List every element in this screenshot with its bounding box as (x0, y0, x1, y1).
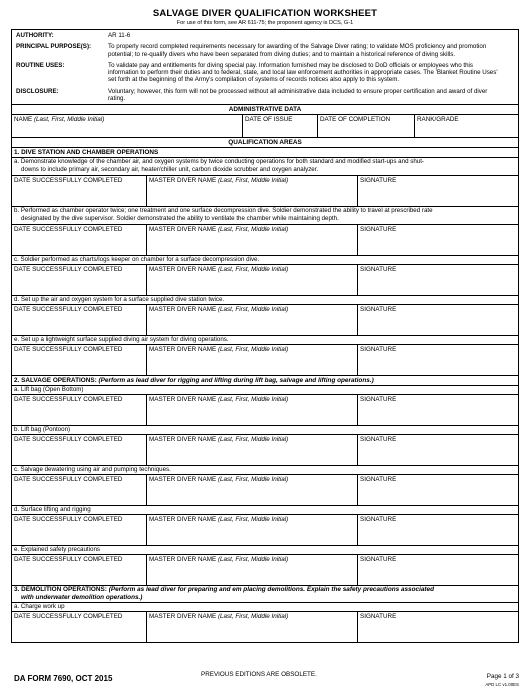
date-completed-field[interactable] (12, 475, 147, 505)
task-2c: c. Salvage dewatering using air and pumping techniques. (12, 466, 518, 475)
master-diver-label: MASTER DIVER NAME (149, 396, 217, 404)
master-diver-label: MASTER DIVER NAME (149, 266, 217, 274)
task-1b (12, 207, 518, 225)
task-1c: c. Soldier performed as charts/logs keeper on chamber for a surface decompression dive. (12, 256, 518, 265)
routine-uses-label: ROUTINE USES: (16, 61, 65, 69)
signoff-row (12, 225, 518, 256)
date-completed-label: DATE SUCCESSFULLY COMPLETED (14, 516, 123, 524)
authority-row (16, 32, 514, 39)
task-2b: b. Lift bag (Pontoon) (12, 426, 518, 435)
purpose-row (16, 43, 514, 58)
admin-data-row (12, 115, 518, 138)
master-diver-hint: (Last, First, Middle Initial) (217, 177, 289, 185)
master-diver-field[interactable] (147, 435, 358, 465)
master-diver-field[interactable] (147, 395, 358, 425)
signoff-row (12, 475, 518, 506)
date-completed-field[interactable] (12, 395, 147, 425)
master-diver-label: MASTER DIVER NAME (149, 476, 217, 484)
area-2-title-text: 2. SALVAGE OPERATIONS: (14, 377, 97, 385)
signature-field[interactable] (358, 435, 518, 465)
master-diver-hint: (Last, First, Middle Initial) (217, 516, 289, 524)
name-label: NAME (14, 116, 33, 124)
signoff-row (12, 435, 518, 466)
date-completed-label: DATE SUCCESSFULLY COMPLETED (14, 226, 123, 234)
name-field[interactable] (12, 115, 243, 137)
qualification-areas-header: QUALIFICATION AREAS (12, 138, 518, 148)
date-completed-field[interactable] (12, 345, 147, 375)
signature-label: SIGNATURE (360, 516, 397, 524)
date-completed-label: DATE SUCCESSFULLY COMPLETED (14, 306, 123, 314)
signature-field[interactable] (358, 265, 518, 295)
date-completed-label: DATE SUCCESSFULLY COMPLETED (14, 177, 123, 185)
area-2-title (12, 376, 518, 386)
signature-label: SIGNATURE (360, 177, 397, 185)
master-diver-hint: (Last, First, Middle Initial) (217, 306, 289, 314)
master-diver-label: MASTER DIVER NAME (149, 306, 217, 314)
master-diver-field[interactable] (147, 265, 358, 295)
date-completed-field[interactable] (12, 612, 147, 642)
authority-text: AR 11-6 (108, 32, 131, 39)
signature-field[interactable] (358, 515, 518, 545)
master-diver-hint: (Last, First, Middle Initial) (217, 556, 289, 564)
date-completed-field[interactable] (12, 265, 147, 295)
date-completed-label: DATE SUCCESSFULLY COMPLETED (14, 436, 123, 444)
task-1e: e. Set up a lightweight surface supplied diving air system for diving operations. (12, 336, 518, 345)
master-diver-field[interactable] (147, 225, 358, 255)
master-diver-label: MASTER DIVER NAME (149, 556, 217, 564)
rank-grade-field[interactable] (415, 115, 518, 137)
signature-label: SIGNATURE (360, 266, 397, 274)
date-completed-label: DATE SUCCESSFULLY COMPLETED (14, 266, 123, 274)
form-subtitle: For use of this form, see AR 611-75; the proponent agency is DCS, G-1 (176, 20, 354, 26)
signature-label: SIGNATURE (360, 613, 397, 621)
worksheet-form (11, 7, 519, 643)
master-diver-field[interactable] (147, 555, 358, 585)
task-1b-line2: designated by the dive supervisor. Soldier demonstrated the ability to ventilate the chamber while maintaining depth. (21, 215, 339, 223)
previous-editions-note: PREVIOUS EDITIONS ARE OBSOLETE. (201, 671, 317, 678)
master-diver-label: MASTER DIVER NAME (149, 613, 217, 621)
master-diver-label: MASTER DIVER NAME (149, 436, 217, 444)
master-diver-field[interactable] (147, 305, 358, 335)
disclosure-text: Voluntary; however, this form will not be processed without all administrative data included to ensure proper certification and award of diver rating. (108, 87, 488, 103)
date-of-completion-label: DATE OF COMPLETION (320, 116, 391, 124)
purpose-text: To properly record completed requirements necessary for awarding of the Salvage Diver rating; to validate MOS proficiency and promotion potential; to re-qualify divers who have been separated from diving duties; and to maintain a historical reference of diving skills. (108, 43, 487, 58)
master-diver-field[interactable] (147, 475, 358, 505)
master-diver-field[interactable] (147, 345, 358, 375)
signature-label: SIGNATURE (360, 346, 397, 354)
signature-label: SIGNATURE (360, 396, 397, 404)
date-completed-label: DATE SUCCESSFULLY COMPLETED (14, 346, 123, 354)
master-diver-label: MASTER DIVER NAME (149, 226, 217, 234)
signature-field[interactable] (358, 395, 518, 425)
master-diver-hint: (Last, First, Middle Initial) (217, 436, 289, 444)
area-3-title-hint-cont: with underwater demolition operations.) (21, 593, 143, 601)
date-completed-label: DATE SUCCESSFULLY COMPLETED (14, 613, 123, 621)
signature-field[interactable] (358, 555, 518, 585)
master-diver-label: MASTER DIVER NAME (149, 346, 217, 354)
routine-uses-text: To validate pay and entitlements for diving special pay. Information furnished may be disclosed to DoD officials or employees who this information to perform their duties and to federal, state, and local law enforcement authorities in appropriate cases. The 'Blanket Routine Uses' set forth at the beginning of the Army's compilation of systems of records notices also apply to this system. (108, 61, 498, 84)
task-2e: e. Explained safety precautions (12, 546, 518, 555)
master-diver-label: MASTER DIVER NAME (149, 177, 217, 185)
apd-version: APD LC v1.00ES (485, 682, 519, 687)
disclosure-label: DISCLOSURE: (16, 87, 59, 95)
master-diver-label: MASTER DIVER NAME (149, 516, 217, 524)
date-of-issue-label: DATE OF ISSUE (245, 116, 293, 124)
date-completed-field[interactable] (12, 555, 147, 585)
signature-field[interactable] (358, 305, 518, 335)
task-1a-line1: a. Demonstrate knowledge of the chamber air, and oxygen systems by twice conducting operations for both standard and modified start-ups and shut- (14, 158, 424, 166)
page-number: Page 1 of 3 (486, 673, 519, 680)
date-completed-field[interactable] (12, 225, 147, 255)
task-2d: d. Surface lifting and rigging (12, 506, 518, 515)
area-1-title: 1. DIVE STATION AND CHAMBER OPERATIONS (12, 148, 518, 158)
authority-label: AUTHORITY: (16, 32, 54, 39)
signature-field[interactable] (358, 345, 518, 375)
signature-label: SIGNATURE (360, 436, 397, 444)
disclosure-row (16, 88, 514, 103)
area-3-title (12, 586, 518, 603)
task-1a-line2: downs to include primary air, secondary air, heater/chiller unit, carbon dioxide scrubber and oxygen analyzer. (21, 166, 319, 174)
task-3a: a. Charge work up (12, 603, 518, 612)
form-footer (11, 670, 519, 692)
signature-field[interactable] (358, 612, 518, 642)
task-1b-line1: b. Performed as chamber operator twice; one treatment and one surface decompression dive. Soldier demonstrated the ability to travel at prescribed rate (14, 207, 433, 215)
privacy-act-statement (12, 30, 518, 105)
master-diver-hint: (Last, First, Middle Initial) (217, 346, 289, 354)
signoff-row (12, 345, 518, 376)
task-1d: d. Set up the air and oxygen system for a surface supplied dive station twice. (12, 296, 518, 305)
signature-field[interactable] (358, 176, 518, 206)
signoff-row (12, 305, 518, 336)
date-of-issue-field[interactable] (243, 115, 318, 137)
area-3-title-hint: (Perform as lead diver for preparing and em placing demolitions. Explain the safety precautions associated (108, 586, 434, 594)
date-completed-field[interactable] (12, 515, 147, 545)
date-completed-field[interactable] (12, 176, 147, 206)
signoff-row (12, 555, 518, 586)
rank-grade-label: RANK/GRADE (417, 116, 459, 124)
signoff-row (12, 515, 518, 546)
master-diver-hint: (Last, First, Middle Initial) (217, 226, 289, 234)
signature-field[interactable] (358, 475, 518, 505)
routine-uses-row (16, 62, 514, 84)
signature-label: SIGNATURE (360, 306, 397, 314)
form-title: SALVAGE DIVER QUALIFICATION WORKSHEET (152, 8, 378, 19)
task-1a (12, 158, 518, 176)
admin-data-header: ADMINISTRATIVE DATA (12, 105, 518, 115)
signature-label: SIGNATURE (360, 556, 397, 564)
signoff-row (12, 265, 518, 296)
area-3-title-line2 (14, 594, 518, 602)
date-completed-label: DATE SUCCESSFULLY COMPLETED (14, 556, 123, 564)
form-number: DA FORM 7690, OCT 2015 (14, 674, 113, 683)
master-diver-hint: (Last, First, Middle Initial) (217, 396, 289, 404)
task-2a: a. Lift bag (Open Bottom) (12, 386, 518, 395)
master-diver-field[interactable] (147, 515, 358, 545)
date-completed-field[interactable] (12, 305, 147, 335)
date-completed-field[interactable] (12, 435, 147, 465)
date-of-completion-field[interactable] (318, 115, 415, 137)
form-body (11, 29, 519, 643)
master-diver-field[interactable] (147, 176, 358, 206)
signoff-row (12, 612, 518, 642)
master-diver-hint: (Last, First, Middle Initial) (217, 476, 289, 484)
purpose-label: PRINCIPAL PURPOSE(S): (16, 43, 92, 51)
master-diver-hint: (Last, First, Middle Initial) (217, 613, 289, 621)
date-completed-label: DATE SUCCESSFULLY COMPLETED (14, 476, 123, 484)
master-diver-hint: (Last, First, Middle Initial) (217, 266, 289, 274)
signature-label: SIGNATURE (360, 226, 397, 234)
signature-field[interactable] (358, 225, 518, 255)
signoff-row (12, 176, 518, 207)
area-3-title-line1 (14, 586, 518, 594)
area-3-title-text: 3. DEMOLITION OPERATIONS: (14, 586, 107, 594)
area-2-title-hint: (Perform as lead diver for rigging and lifting during lift bag, salvage and lifting operations.) (98, 377, 374, 385)
date-completed-label: DATE SUCCESSFULLY COMPLETED (14, 396, 123, 404)
name-hint: (Last, First, Middle Initial) (33, 116, 105, 124)
signature-label: SIGNATURE (360, 476, 397, 484)
signoff-row (12, 395, 518, 426)
master-diver-field[interactable] (147, 612, 358, 642)
